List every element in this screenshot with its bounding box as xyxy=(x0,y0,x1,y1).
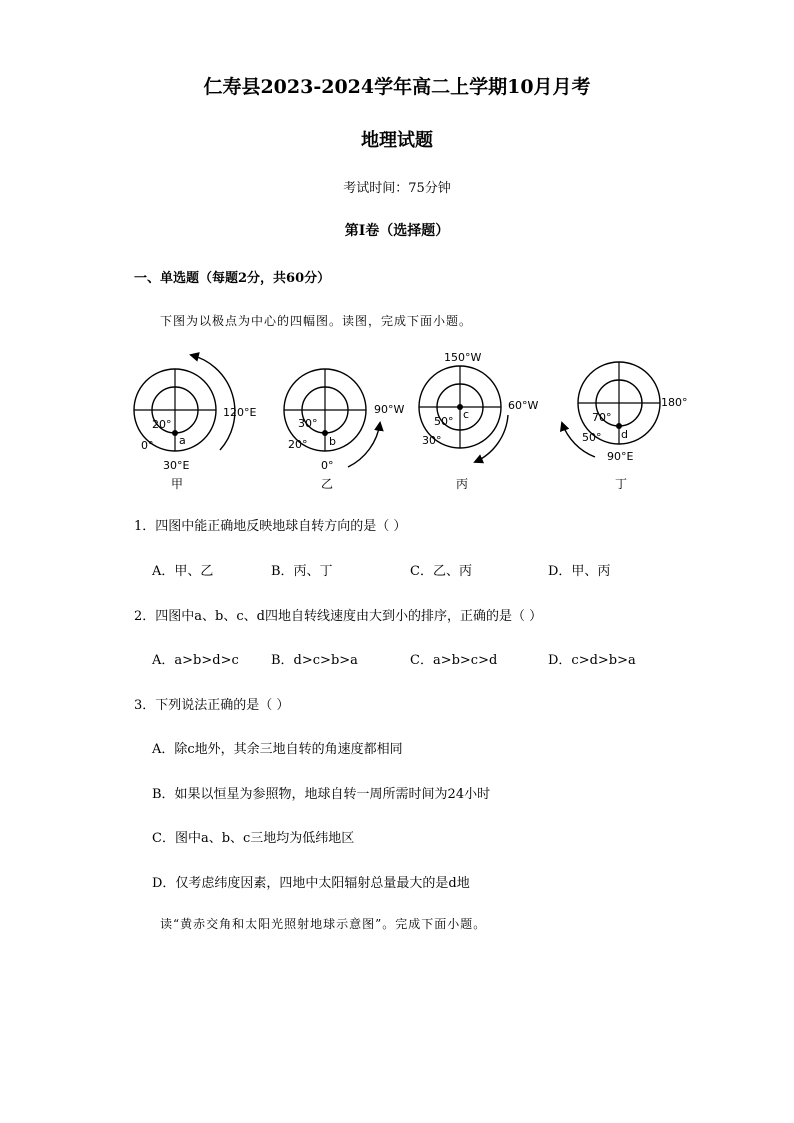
ding-lon-right: 180° xyxy=(661,396,688,409)
yi-lon-right: 90°W xyxy=(374,403,405,416)
question-2-option-a[interactable]: A．a>b>d>c xyxy=(152,653,239,668)
bing-point: c xyxy=(463,408,470,421)
question-2-option-d[interactable]: D．c>d>b>a xyxy=(548,653,636,668)
ding-label: 丁 xyxy=(615,477,628,491)
jia-point: a xyxy=(179,434,186,447)
question-1-option-c[interactable]: C．乙、丙 xyxy=(410,564,472,579)
question-1-option-a[interactable]: A．甲、乙 xyxy=(152,564,214,579)
bing-lat-outer: 30° xyxy=(422,434,442,447)
jia-lon-left: 0° xyxy=(141,439,154,452)
yi-lon-bottom: 0° xyxy=(321,459,334,472)
diagram-ding xyxy=(562,362,688,491)
ding-lat-inner: 70° xyxy=(592,411,612,424)
bing-lon-top: 150°W xyxy=(444,351,482,364)
question-3-option-d[interactable]: D．仅考虑纬度因素，四地中太阳辐射总量最大的是d地 xyxy=(152,876,470,891)
question-3-option-a[interactable]: A．除c地外，其余三地自转的角速度都相同 xyxy=(152,742,403,757)
bing-label: 丙 xyxy=(456,477,469,491)
diagram-bing xyxy=(419,351,538,491)
question-3-option-c[interactable]: C．图中a、b、c三地均为低纬地区 xyxy=(152,831,355,846)
question-2-option-b[interactable]: B．d>c>b>a xyxy=(271,653,358,668)
jia-label: 甲 xyxy=(171,477,184,491)
question-1-option-d[interactable]: D．甲、丙 xyxy=(548,564,611,579)
jia-lat-inner: 20° xyxy=(152,418,172,431)
polar-diagrams-figure xyxy=(125,345,715,495)
yi-label: 乙 xyxy=(321,477,334,491)
bing-lat-inner: 50° xyxy=(434,415,454,428)
question-1-option-b[interactable]: B．丙、丁 xyxy=(271,564,333,579)
diagram-jia xyxy=(134,355,256,491)
ding-point: d xyxy=(621,428,628,441)
diagram-yi xyxy=(284,369,404,491)
question-2-option-c[interactable]: C．a>b>c>d xyxy=(410,653,498,668)
figure-intro-2: 读“黄赤交角和太阳光照射地球示意图”。完成下面小题。 xyxy=(160,917,487,931)
ding-lat-outer: 50° xyxy=(582,431,602,444)
exam-title: 仁寿县2023-2024学年高二上学期10月月考 xyxy=(203,76,591,98)
question-2-stem: 2．四图中a、b、c、d四地自转线速度由大到小的排序，正确的是（ ） xyxy=(134,609,543,624)
bing-lon-right: 60°W xyxy=(508,399,539,412)
yi-lat-inner: 30° xyxy=(298,417,318,430)
section-heading: 一、单选题（每题2分，共60分） xyxy=(134,271,331,286)
ding-lon-bottom: 90°E xyxy=(607,450,634,463)
volume-heading: 第I卷（选择题） xyxy=(344,223,450,239)
exam-time: 考试时间：75分钟 xyxy=(343,181,451,196)
yi-lat-outer: 20° xyxy=(288,438,308,451)
question-3-option-b[interactable]: B．如果以恒星为参照物，地球自转一周所需时间为24小时 xyxy=(152,787,491,802)
exam-subject: 地理试题 xyxy=(361,130,433,151)
jia-lon-bottom: 30°E xyxy=(163,459,190,472)
question-1-stem: 1．四图中能正确地反映地球自转方向的是（ ） xyxy=(134,519,407,534)
question-3-stem: 3．下列说法正确的是（ ） xyxy=(134,698,290,713)
figure-intro: 下图为以极点为中心的四幅图。读图，完成下面小题。 xyxy=(160,314,473,328)
yi-point: b xyxy=(329,435,336,448)
jia-lon-right: 120°E xyxy=(223,406,257,419)
